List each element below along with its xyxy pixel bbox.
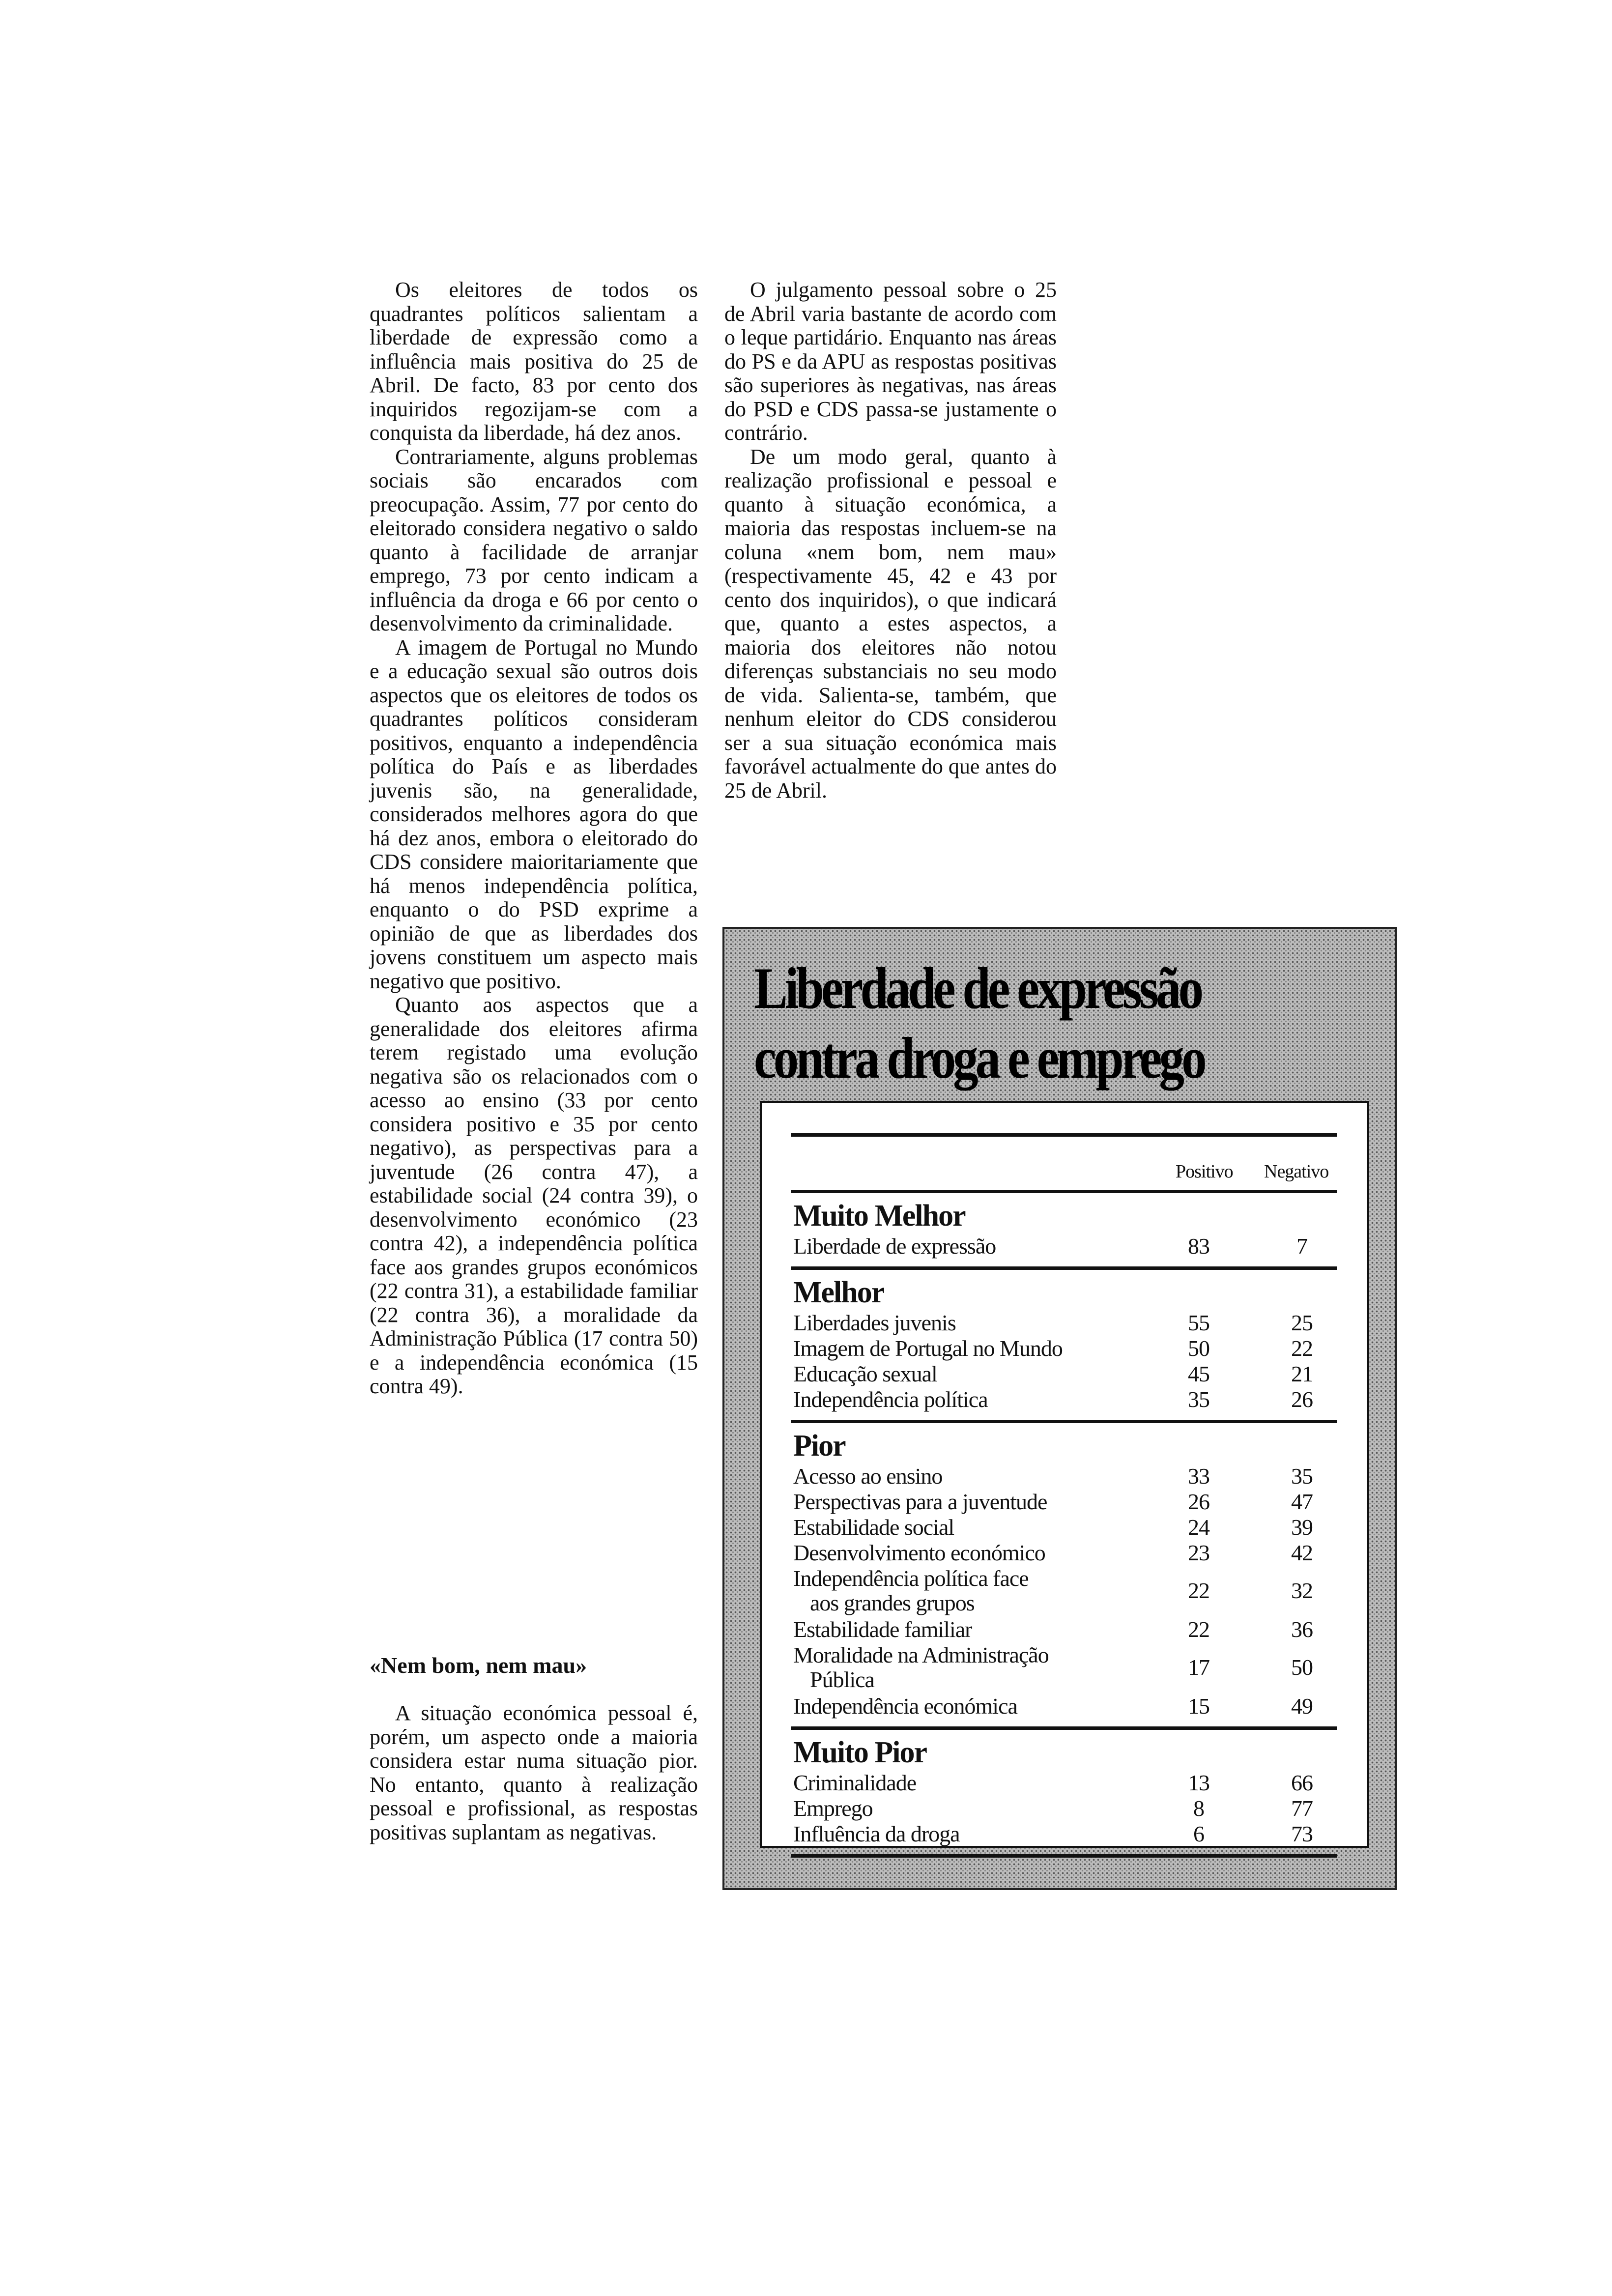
row-label-text: Criminalidade — [793, 1770, 917, 1795]
negative-value: 39 — [1291, 1515, 1313, 1540]
positive-value: 55 — [1188, 1310, 1209, 1335]
row-label — [793, 1336, 1108, 1361]
divider — [791, 1420, 1337, 1423]
negative-value: 50 — [1291, 1655, 1313, 1680]
paragraph: A situação económica pessoal é, porém, um aspecto onde a maioria considera estar numa situação pior. No entanto, quanto à realização pessoal e profissional, as respostas positivas suplantam as negativas. — [370, 1701, 698, 1844]
positive-value: 13 — [1188, 1770, 1209, 1795]
row-label-text: Educação sexual — [793, 1361, 937, 1386]
negative-value: 7 — [1296, 1234, 1307, 1259]
row-label — [793, 1362, 1108, 1386]
divider — [791, 1133, 1337, 1137]
negative-value: 66 — [1291, 1770, 1313, 1795]
negative-value: 25 — [1291, 1310, 1313, 1335]
divider — [791, 1266, 1337, 1270]
negative-value: 42 — [1291, 1540, 1313, 1565]
row-label-text: Liberdade de expressão — [793, 1234, 996, 1259]
paragraph: A imagem de Portugal no Mundo e a educação sexual são outros dois aspectos que os eleitores de todos os quadrantes políticos consideram positivos, enquanto a independência política do País e as liberdades juvenis são, na generalidade, considerados melhores agora do que há dez anos, embora o eleitorado do CDS considere maioritariamente que há menos independência política, enquanto o do PSD exprime a opinião de que as liberdades dos jovens constituem um aspecto mais negativo que positivo. — [370, 635, 698, 993]
row-label — [793, 1694, 1108, 1719]
row-label-text-cont: aos grandes grupos — [810, 1590, 975, 1615]
row-label-text: Independência política — [793, 1387, 988, 1412]
box-title — [754, 953, 1204, 1093]
category-heading: Pior — [793, 1429, 845, 1463]
row-label-text-cont: Pública — [810, 1667, 874, 1692]
positive-value: 33 — [1188, 1464, 1209, 1489]
positive-value: 15 — [1188, 1693, 1209, 1719]
positive-value: 24 — [1188, 1515, 1209, 1540]
row-label-text: Perspectivas para a juventude — [793, 1489, 1047, 1514]
row-label-text: Independência económica — [793, 1693, 1017, 1719]
row-label-text: Moralidade na Administração — [793, 1642, 1049, 1667]
category-heading: Muito Pior — [793, 1736, 926, 1769]
paragraph: Quanto aos aspectos que a generalidade dos eleitores afirma terem registado uma evolução negativa são os relacionados com o acesso ao ensino (33 por cento considera positivo e 35 por cento negativo), as perspectivas para a juventude (26 contra 47), a estabilidade social (24 contra 39), o desenvolvimento económico (23 contra 42), a independência política face aos grandes grupos económicos (22 contra 31), a estabilidade familiar (22 contra 36), a moralidade da Administração Pública (17 contra 50) e a independência económica (15 contra 49). — [370, 993, 698, 1398]
paragraph: O julgamento pessoal sobre o 25 de Abril varia bastante de acordo com o leque partidário. Enquanto nas áreas do PS e da APU as respostas positivas são superiores às negativas, nas áreas do PSD e CDS passa-se justamente o contrário. — [724, 278, 1057, 445]
paragraph: Os eleitores de todos os quadrantes políticos salientam a liberdade de expressão como a influência mais positiva do 25 de Abril. De facto, 83 por cento dos inquiridos regozijam-se com a conquista da liberdade, há dez anos. — [370, 278, 698, 445]
negative-value: 73 — [1291, 1821, 1313, 1846]
positive-value: 26 — [1188, 1489, 1209, 1514]
row-label — [793, 1387, 1108, 1412]
row-label — [793, 1490, 1108, 1514]
row-label — [793, 1796, 1108, 1821]
row-label-text: Estabilidade social — [793, 1515, 954, 1540]
row-label — [793, 1541, 1108, 1565]
positive-value: 17 — [1188, 1655, 1209, 1680]
paragraph: De um modo geral, quanto à realização profissional e pessoal e quanto à situação económica, a maioria das respostas incluem-se na coluna «nem bom, nem mau» (respectivamente 45, 42 e 43 por cento dos inquiridos), o que indicará que, quanto a estes aspectos, a maioria dos eleitores não notou diferenças substanciais no seu modo de vida. Salienta-se, também, que nenhum eleitor do CDS considerou ser a sua situação económica mais favorável actualmente do que antes do 25 de Abril. — [724, 444, 1057, 803]
row-label-text: Imagem de Portugal no Mundo — [793, 1336, 1063, 1361]
row-label-text: Estabilidade familiar — [793, 1617, 972, 1642]
row-label-text: Emprego — [793, 1796, 873, 1821]
divider — [791, 1190, 1337, 1193]
row-label-text: Independência política face — [793, 1566, 1029, 1591]
article-column-left — [370, 278, 698, 1399]
positive-value: 50 — [1188, 1336, 1209, 1361]
negative-value: 77 — [1291, 1796, 1313, 1821]
row-label — [793, 1566, 1108, 1615]
positive-value: 22 — [1188, 1617, 1209, 1642]
row-label — [793, 1234, 1108, 1259]
positive-value: 8 — [1193, 1796, 1204, 1821]
survey-table — [760, 1101, 1369, 1848]
row-label — [793, 1822, 1108, 1846]
box-title-line-2: contra droga e emprego — [754, 1025, 1204, 1091]
row-label — [793, 1515, 1108, 1540]
negative-value: 32 — [1291, 1578, 1313, 1603]
category-heading: Muito Melhor — [793, 1199, 965, 1233]
negative-value: 21 — [1291, 1361, 1313, 1386]
row-label-text: Desenvolvimento económico — [793, 1540, 1045, 1565]
row-label — [793, 1464, 1108, 1489]
positive-value: 83 — [1188, 1234, 1209, 1259]
row-label — [793, 1617, 1108, 1642]
negative-value: 47 — [1291, 1489, 1313, 1514]
divider — [791, 1726, 1337, 1730]
row-label-text: Liberdades juvenis — [793, 1310, 956, 1335]
row-label-text: Influência da droga — [793, 1821, 960, 1846]
column-header-negative: Negativo — [1264, 1161, 1329, 1182]
row-label — [793, 1771, 1108, 1795]
negative-value: 22 — [1291, 1336, 1313, 1361]
positive-value: 35 — [1188, 1387, 1209, 1412]
negative-value: 49 — [1291, 1693, 1313, 1719]
negative-value: 35 — [1291, 1464, 1313, 1489]
survey-box — [722, 927, 1397, 1890]
row-label — [793, 1311, 1108, 1335]
subheading: «Nem bom, nem mau» — [370, 1653, 587, 1678]
negative-value: 26 — [1291, 1387, 1313, 1412]
positive-value: 23 — [1188, 1540, 1209, 1565]
positive-value: 45 — [1188, 1361, 1209, 1386]
article-column-left-end — [370, 1701, 698, 1844]
category-heading: Melhor — [793, 1276, 884, 1309]
negative-value: 36 — [1291, 1617, 1313, 1642]
divider — [791, 1854, 1337, 1858]
positive-value: 22 — [1188, 1578, 1209, 1603]
box-title-line-1: Liberdade de expressão — [754, 955, 1201, 1021]
article-column-right — [724, 278, 1057, 803]
positive-value: 6 — [1193, 1821, 1204, 1846]
paragraph: Contrariamente, alguns problemas sociais são encarados com preocupação. Assim, 77 por cento do eleitorado considera negativo o saldo quanto à facilidade de arranjar emprego, 73 por cento indicam a influência da droga e 66 por cento o desenvolvimento da criminalidade. — [370, 444, 698, 635]
column-header-positive: Positivo — [1176, 1161, 1233, 1182]
row-label — [793, 1643, 1108, 1692]
row-label-text: Acesso ao ensino — [793, 1464, 943, 1489]
